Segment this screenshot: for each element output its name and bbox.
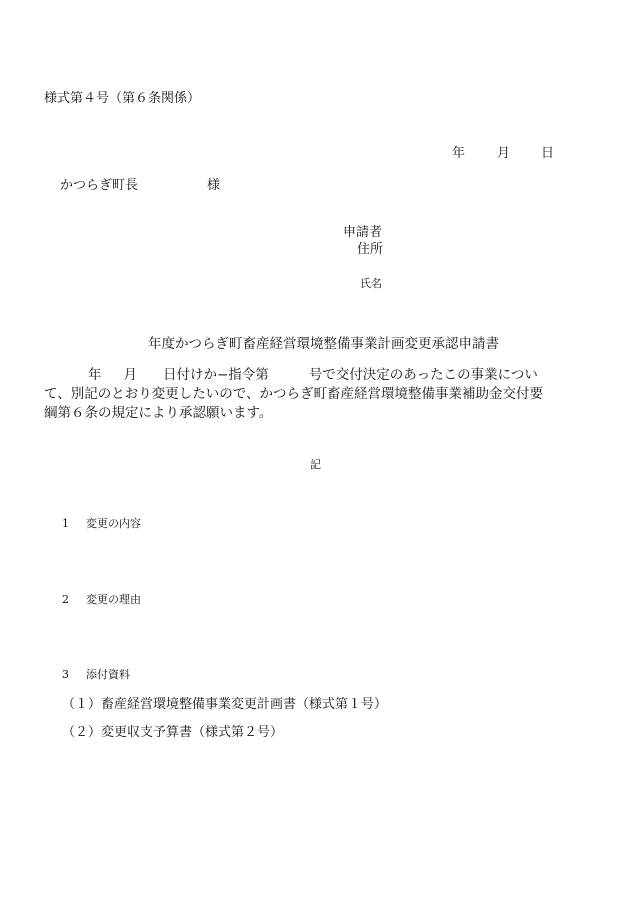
- addressee-name: かつらぎ町長: [60, 178, 139, 193]
- document-title: 年度かつらぎ町畜産経営環境整備事業計画変更承認申請書: [148, 336, 499, 352]
- applicant-label: 申請者: [343, 225, 383, 240]
- applicant-address-label: 住所: [357, 242, 384, 257]
- body-year: 年: [88, 367, 102, 383]
- applicant-name-label: 氏名: [360, 277, 382, 290]
- body-date-ref: 日付けか−指令第: [163, 367, 269, 383]
- body-month: 月: [123, 367, 137, 383]
- body-paragraph: [44, 366, 584, 423]
- body-line-1-end: 号で交付決定のあったこの事業につい: [308, 367, 538, 383]
- item-2-label: 変更の理由: [86, 593, 141, 606]
- addressee-honorific: 様: [207, 178, 221, 193]
- date-day: 日: [541, 146, 555, 161]
- body-line-2: て、別記のとおり変更したいので、かつらぎ町畜産経営環境整備事業補助金交付要: [44, 386, 543, 402]
- ki-heading: 記: [310, 458, 321, 471]
- item-3-label: 添付資料: [86, 668, 130, 681]
- form-label: 様式第４号（第６条関係）: [44, 91, 201, 106]
- attachment-1: （１）畜産経営環境整備事業変更計画書（様式第１号）: [62, 697, 388, 712]
- date-year: 年: [452, 146, 466, 161]
- item-1-label: 変更の内容: [86, 517, 141, 530]
- body-line-3: 綱第６条の規定により承認願います。: [44, 405, 273, 421]
- item-3-number: 3: [62, 668, 69, 681]
- item-2-number: 2: [62, 593, 69, 606]
- date-month: 月: [497, 146, 511, 161]
- attachment-2: （２）変更収支予算書（様式第２号）: [62, 725, 284, 740]
- body-line-1: [44, 366, 584, 385]
- item-1-number: 1: [62, 517, 69, 530]
